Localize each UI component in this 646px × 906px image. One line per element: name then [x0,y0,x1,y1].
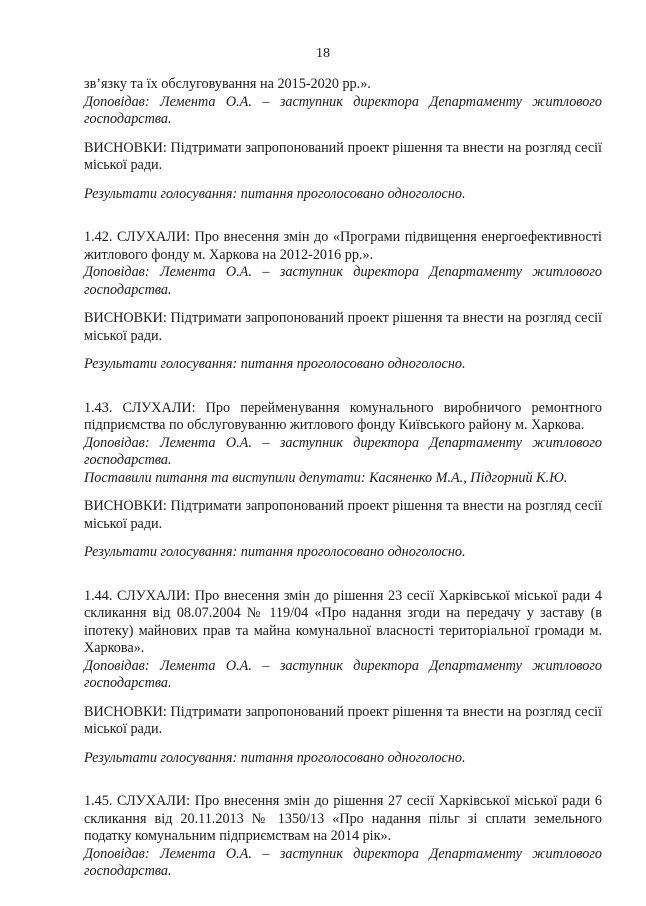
item-1-43-heard: 1.43. СЛУХАЛИ: Про перейменування комунального виробничого ремонтного підприємства по обслуговуванню житлового фонду Київського району м. Харкова. [84,399,602,433]
item-1-44-conclusion: ВИСНОВКИ: Підтримати запропонований проект рішення та внести на розгляд сесії міської ради. [84,703,602,737]
item-1-43-reporter: Доповідав: Лемента О.А. – заступник директора Департаменту житлового господарства. [84,434,602,468]
item-1-44-reporter: Доповідав: Лемента О.А. – заступник директора Департаменту житлового господарства. [84,657,602,691]
intro-continuation: зв’язку та їх обслуговування на 2015-2020 рр.». [84,76,371,92]
intro-vote: Результати голосування: питання проголосовано одноголосно. [84,185,466,202]
intro-reporter: Доповідав: Лемента О.А. – заступник директора Департаменту житлового господарства. [84,93,602,127]
item-1-44-heard: 1.44. СЛУХАЛИ: Про внесення змін до рішення 23 сесії Харківської міської ради 4 скликання від 08.07.2004 № 119/04 «Про надання згоди на передачу у заставу (в іпотеку) майнових прав та майна комунальної власності територіальної громади м. Харкова». [84,587,602,656]
item-1-45-heard: 1.45. СЛУХАЛИ: Про внесення змін до рішення 27 сесії Харківської міської ради 6 скликання від 20.11.2013 № 1350/13 «Про надання пільг зі сплати земельного податку комунальним підприємствам на 2014 рік». [84,793,602,844]
item-1-42-heard: 1.42. СЛУХАЛИ: Про внесення змін до «Програми підвищення енергоефективності житлового фонду м. Харкова на 2012-2016 рр.». [84,229,602,263]
item-1-45-reporter: Доповідав: Лемента О.А. – заступник директора Департаменту житлового господарства. [84,845,602,879]
page-number: 18 [316,46,330,61]
document-body [84,76,602,881]
item-1-43-questions: Поставили питання та виступили депутати: Касяненко М.А., Підгорний К.Ю. [84,469,568,486]
item-1-42-reporter: Доповідав: Лемента О.А. – заступник директора Департаменту житлового господарства. [84,264,602,298]
item-1-43-conclusion: ВИСНОВКИ: Підтримати запропонований проект рішення та внести на розгляд сесії міської ради. [84,498,602,532]
intro-conclusion: ВИСНОВКИ: Підтримати запропонований проект рішення та внести на розгляд сесії міської ради. [84,139,602,173]
item-1-43-vote: Результати голосування: питання проголосовано одноголосно. [84,544,466,560]
item-1-44-vote: Результати голосування: питання проголосовано одноголосно. [84,749,466,766]
item-1-42-vote: Результати голосування: питання проголосовано одноголосно. [84,356,466,372]
item-1-42-conclusion: ВИСНОВКИ: Підтримати запропонований проект рішення та внести на розгляд сесії міської ради. [84,310,602,344]
